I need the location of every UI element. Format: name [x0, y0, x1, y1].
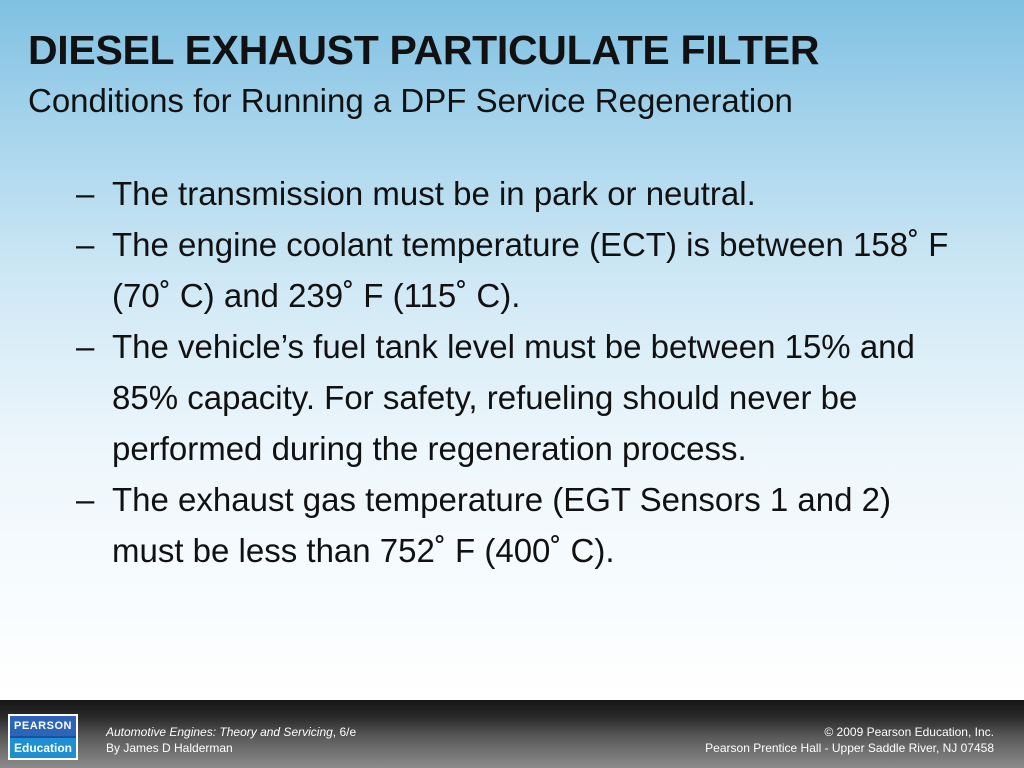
slide-title: DIESEL EXHAUST PARTICULATE FILTER: [28, 27, 820, 73]
pearson-education-logo: [8, 714, 78, 760]
logo-bottom-text: Education: [10, 738, 76, 758]
book-author: By James D Halderman: [106, 741, 233, 755]
bullet-item: [76, 219, 956, 321]
bullet-item: [76, 474, 956, 576]
logo-top-text: PEARSON: [10, 716, 76, 736]
book-title: Automotive Engines: Theory and Servicing: [106, 725, 333, 739]
footer-book-info: [106, 724, 356, 756]
bullet-dash: –: [76, 175, 95, 212]
footer-publisher-info: [705, 724, 994, 756]
slide-footer: [0, 700, 1024, 768]
bullet-dash: –: [76, 481, 95, 518]
bullet-dash: –: [76, 226, 95, 263]
book-title-line: [106, 724, 356, 740]
bullet-text: The exhaust gas temperature (EGT Sensors 1 and 2) must be less than 752˚ F (400˚ C).: [112, 481, 891, 569]
book-edition: , 6/e: [332, 725, 357, 739]
slide-subtitle: Conditions for Running a DPF Service Regeneration: [28, 82, 793, 119]
bullet-dash: –: [76, 328, 95, 365]
bullet-text: The transmission must be in park or neutral.: [112, 175, 756, 212]
bullet-item: [76, 321, 956, 474]
bullet-text: The vehicle’s fuel tank level must be between 15% and 85% capacity. For safety, refueling should never be performed during the regeneration process.: [112, 328, 915, 467]
bullet-text: The engine coolant temperature (ECT) is between 158˚ F (70˚ C) and 239˚ F (115˚ C).: [112, 226, 949, 314]
bullet-list: [76, 168, 956, 576]
copyright-text: © 2009 Pearson Education, Inc.: [824, 725, 994, 739]
bullet-item: [76, 168, 956, 219]
publisher-text: Pearson Prentice Hall - Upper Saddle River, NJ 07458: [705, 741, 994, 755]
